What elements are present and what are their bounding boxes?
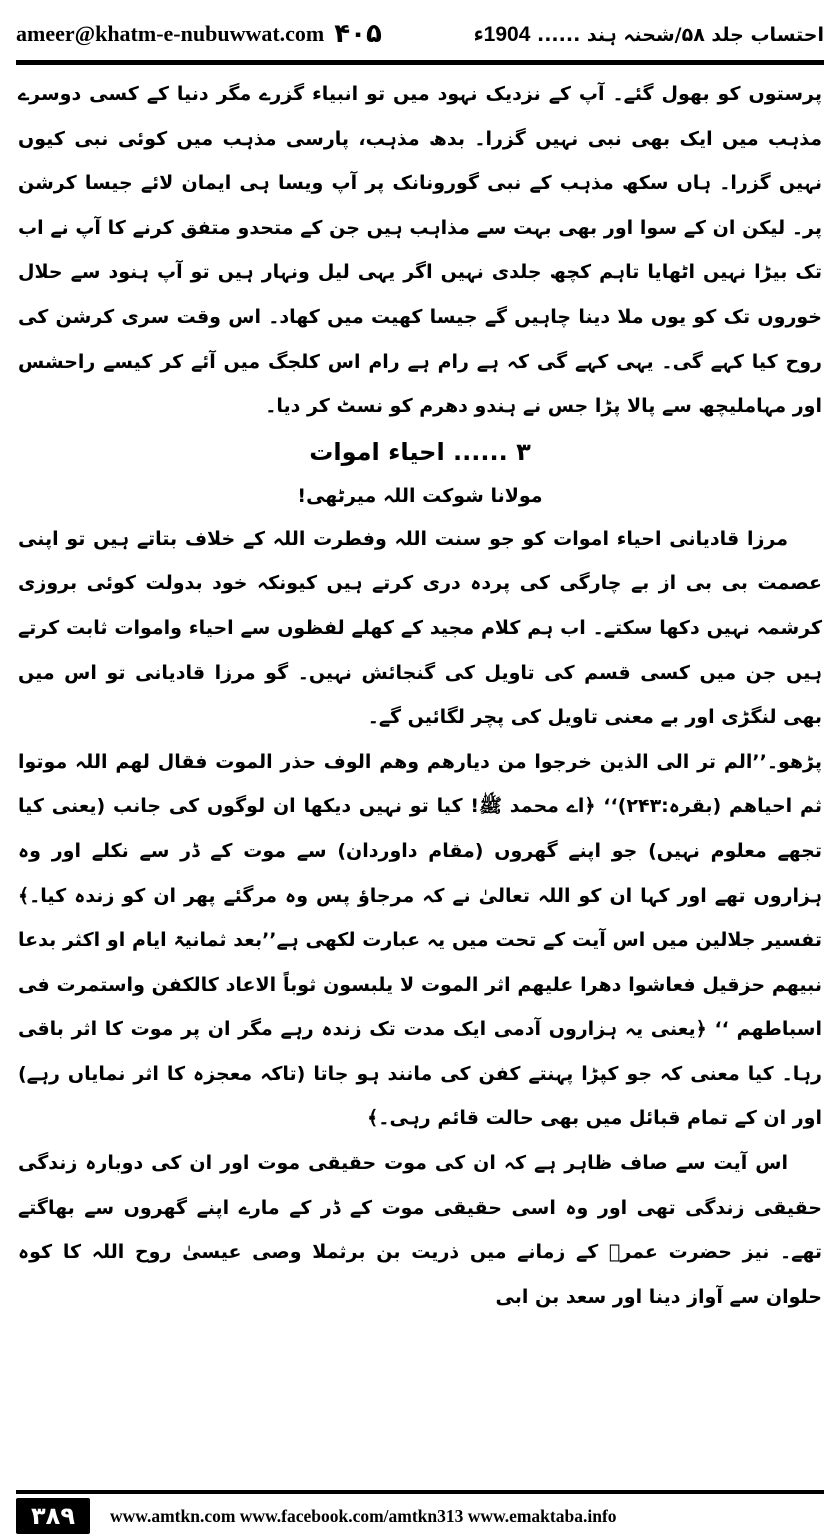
header-page-number: ۴۰۵ (334, 19, 382, 49)
page-header (16, 14, 824, 54)
paragraph-4: اس آیت سے صاف ظاہر ہے کہ ان کی موت حقیقی موت اور ان کی دوبارہ زندگی حقیقی زندگی تھی اور وہ اسی حقیقی موت کے ڈر کے مارے اپنے گھروں سے بھاگتے تھے۔ نیز حضرت عمرؓ کے زمانے میں ذریت بن برثملا وصی عیسیٰ روح اللہ کا کوہ حلوان سے آواز دینا اور سعد بن ابی (18, 1152, 822, 1308)
section-author: مولانا شوکت اللہ میرٹھی! (297, 484, 543, 507)
header-book-reference (474, 22, 824, 47)
header-email: ameer@khatm-e-nubuwwat.com (16, 21, 325, 46)
section-heading: ۳ ...... احیاء اموات (309, 437, 531, 466)
header-rule (16, 60, 824, 65)
p3-tail: ‘‘ ﴿یعنی یہ ہزاروں آدمی ایک مدت تک زندہ رہے مگر ان پر موت کا اثر باقی رہا۔ کیا معنی کہ جو کپڑا پہنتے کفن کی مانند ہو جاتا (تاکہ معجزہ کا اثر نمایاں رہے) اور ان کے تمام قبائل میں بھی حالت قائم رہی۔﴾ (18, 1018, 822, 1130)
page-footer (16, 1498, 824, 1534)
footer-rule (16, 1490, 824, 1494)
p3-urdu-translation: ‘‘ ﴿اے محمد ﷺ! کیا تو نہیں دیکھا ان لوگوں کی جانب (یعنی کیا تجھے معلوم نہیں) جو اپنے گھروں (مقام داوردان) سے موت کے ڈر سے نکلے اور وہ ہزاروں تھے اور کہا ان کو اللہ تعالیٰ نے کہ مرجاؤ پس وہ مرگئے پھر ان کو زندہ کیا۔﴾ تفسیر جلالین میں اس آیت کے تحت میں یہ عبارت لکھی ہے’’ (18, 795, 822, 952)
paragraph-1: پرستوں کو بھول گئے۔ آپ کے نزدیک نہود میں تو انبیاء گزرے مگر دنیا کے کسی دوسرے مذہب میں ایک بھی نبی نہیں گزرا۔ بدھ مذہب، پارسی مذہب میں کوئی نبی کیوں نہیں گزرا۔ ہاں سکھ مذہب کے نبی گورونانک پر آپ ویسا ہی ایمان لائے جیسا کرشن پر۔ لیکن ان کے سوا اور بھی بہت سے مذاہب ہیں جن کے متحدو متفق کرنے کا آپ نے اب تک بیڑا نہیں اٹھایا تاہم کچھ جلدی نہیں اگر یہی لیل ونہار ہیں تو آپ ہنود سے حلال خوروں تک کو یوں ملا دینا چاہیں گے جیسا کھیت میں کھاد۔ اس وقت سری کرشن کی روح کیا کہے گی۔ یہی کہے گی کہ ہے رام ہے رام اس کلجگ میں آئے کر کیسے راحشس اور مہاملیچھ سے پالا پڑا جس نے ہندو دھرم کو نسٹ کر دیا۔ (18, 83, 822, 418)
paragraph-2: مرزا قادیانی احیاء اموات کو جو سنت اللہ وفطرت اللہ کے خلاف بتاتے ہیں تو اپنی عصمت بی بی از بے چارگی کی پردہ دری کرتے ہیں کیونکہ خود بدولت کوئی بروزی کرشمہ نہیں دکھا سکتے۔ اب ہم کلام مجید کے کھلے لفظوں سے احیاء واموات ثابت کرتے ہیں جن میں کسی قسم کی تاویل کی گنجائش نہیں۔ گو مرزا قادیانی تو اس میں بھی لنگڑی اور بے معنی تاویل کی پچر لگائیں گے۔ (18, 527, 822, 729)
footer-links[interactable]: www.amtkn.com www.facebook.com/amtkn313 www.emaktaba.info (110, 1505, 617, 1526)
header-left (16, 19, 382, 49)
page-body (18, 72, 822, 1319)
p3-arabic-verse: الم تر الی الذین خرجوا من دیارھم وھم الوف حذر الموت فقال لھم اللہ موتوا ثم احیاھم (بقرہ:۲۴۳) (18, 750, 822, 818)
header-book-ref: احتساب جلد ۵۸/شحنہ ہند ...... (530, 23, 824, 46)
p3-intro: پڑھو۔’’ (752, 750, 822, 773)
footer-folio: ۳۸۹ (16, 1498, 90, 1534)
paragraph-3 (18, 740, 822, 1141)
p3-arabic-tafsir: بعد ثمانیۃ ایام او اکثر بدعا نبیھم حزقیل فعاشوا دھرا علیھم اثر الموت لا یلبسون ثوباً الاعاد کالکفن واستمرت فی اسباطھم (18, 929, 822, 1041)
header-year: 1904ء (473, 22, 531, 46)
